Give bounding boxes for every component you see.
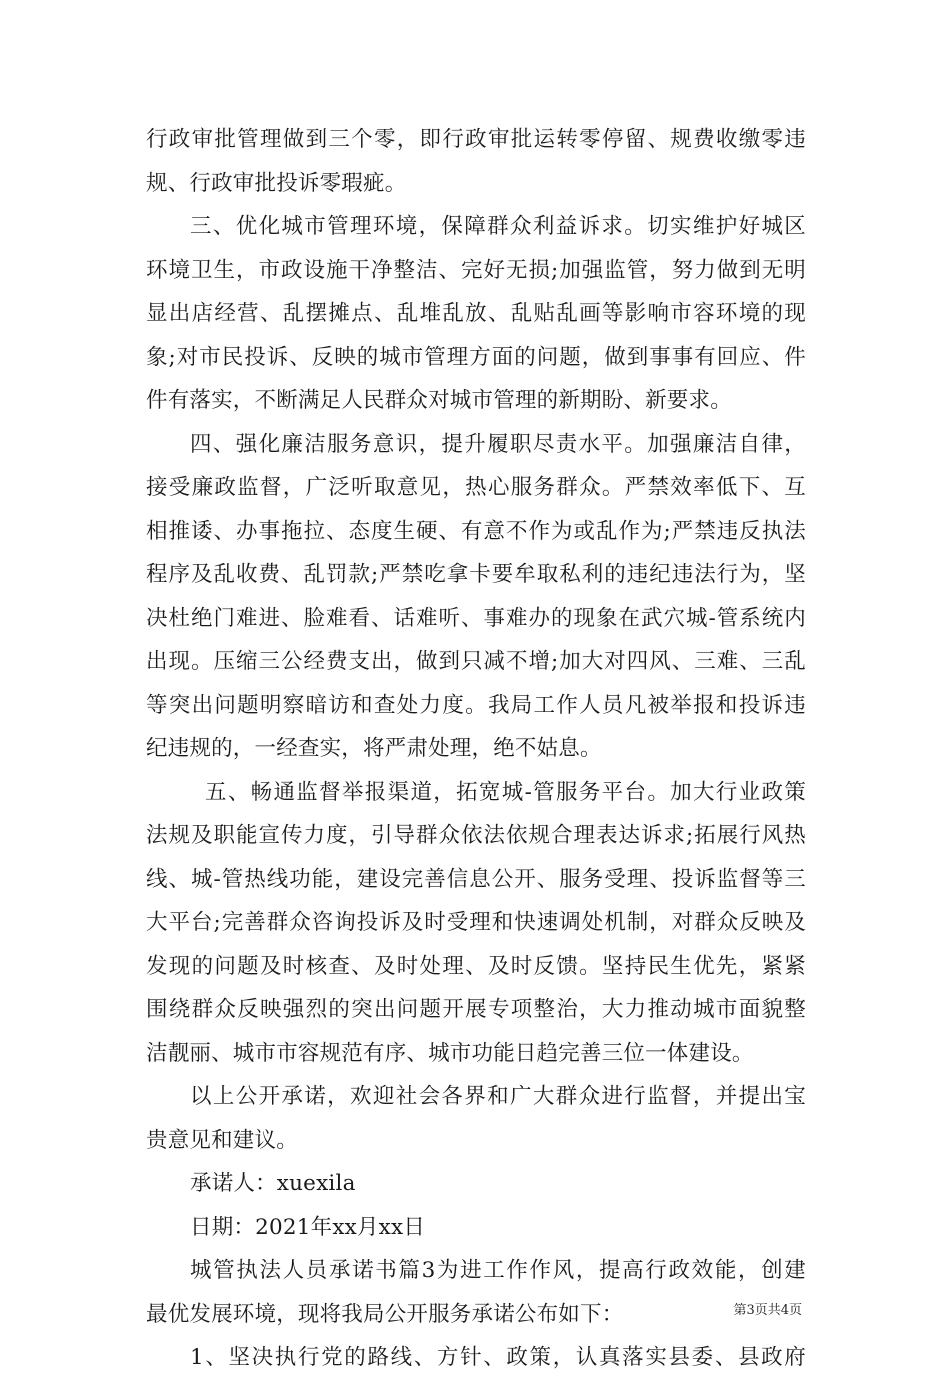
document-body	[146, 118, 806, 1380]
text-line: 发现的问题及时核查、及时处理、及时反馈。坚持民生优先，紧紧	[146, 953, 806, 979]
text-line: 三、优化城市管理环境，保障群众利益诉求。切实维护好城区	[190, 214, 806, 239]
text-line: 围绕群众反映强烈的突出问题开展专项整治，大力推动城市面貌整	[146, 997, 806, 1022]
text-line: 1、坚决执行党的路线、方针、政策，认真落实县委、县政府	[190, 1345, 806, 1370]
date-line: 日期：2021年xx月xx日	[190, 1214, 426, 1240]
text-line: 环境卫生，市政设施干净整洁、完好无损;加强监管，努力做到无明	[146, 257, 806, 283]
text-line: 接受廉政监督，广泛听取意见，热心服务群众。严禁效率低下、互	[146, 475, 806, 500]
page-number: 第3页共4页	[733, 1303, 802, 1318]
text-line: 贵意见和建议。	[146, 1127, 298, 1153]
text-line: 线、城-管热线功能，建设完善信息公开、服务受理、投诉监督等三	[146, 866, 806, 892]
text-line: 城管执法人员承诺书篇3为进工作作风，提高行政效能，创建	[190, 1258, 806, 1283]
text-line: 规、行政审批投诉零瑕疵。	[146, 170, 407, 196]
text-line: 大平台;完善群众咨询投诉及时受理和快速调处机制，对群众反映及	[146, 910, 806, 935]
text-line: 显出店经营、乱摆摊点、乱堆乱放、乱贴乱画等影响市容环境的现	[146, 301, 806, 326]
text-line: 出现。压缩三公经费支出，做到只减不增;加大对四风、三难、三乱	[146, 649, 806, 674]
text-line: 件有落实，不断满足人民群众对城市管理的新期盼、新要求。	[146, 388, 732, 413]
text-line: 五、畅通监督举报渠道，拓宽城-管服务平台。加大行业政策	[205, 779, 806, 805]
text-line: 行政审批管理做到三个零，即行政审批运转零停留、规费收缴零违	[146, 127, 806, 152]
text-line: 纪违规的，一经查实，将严肃处理，绝不姑息。	[146, 736, 602, 761]
text-line: 相推诿、办事拖拉、态度生硬、有意不作为或乱作为;严禁违反执法	[146, 518, 806, 544]
signer-line: 承诺人：xuexila	[190, 1171, 356, 1196]
text-line: 象;对市民投诉、反映的城市管理方面的问题，做到事事有回应、件	[146, 344, 806, 370]
text-line: 洁靓丽、城市市容规范有序、城市功能日趋完善三位一体建设。	[146, 1040, 754, 1066]
text-line: 以上公开承诺，欢迎社会各界和广大群众进行监督，并提出宝	[190, 1084, 806, 1109]
text-line: 四、强化廉洁服务意识，提升履职尽责水平。加强廉洁自律，	[190, 431, 806, 457]
text-line: 程序及乱收费、乱罚款;严禁吃拿卡要牟取私利的违纪违法行为，坚	[146, 562, 806, 587]
text-line: 等突出问题明察暗访和查处力度。我局工作人员凡被举报和投诉违	[146, 692, 806, 718]
text-line: 决杜绝门难进、脸难看、话难听、事难办的现象在武穴城-管系统内	[146, 605, 806, 631]
text-line: 法规及职能宣传力度，引导群众依法依规合理表达诉求;拓展行风热	[146, 823, 806, 848]
text-line: 最优发展环境，现将我局公开服务承诺公布如下：	[146, 1301, 624, 1327]
